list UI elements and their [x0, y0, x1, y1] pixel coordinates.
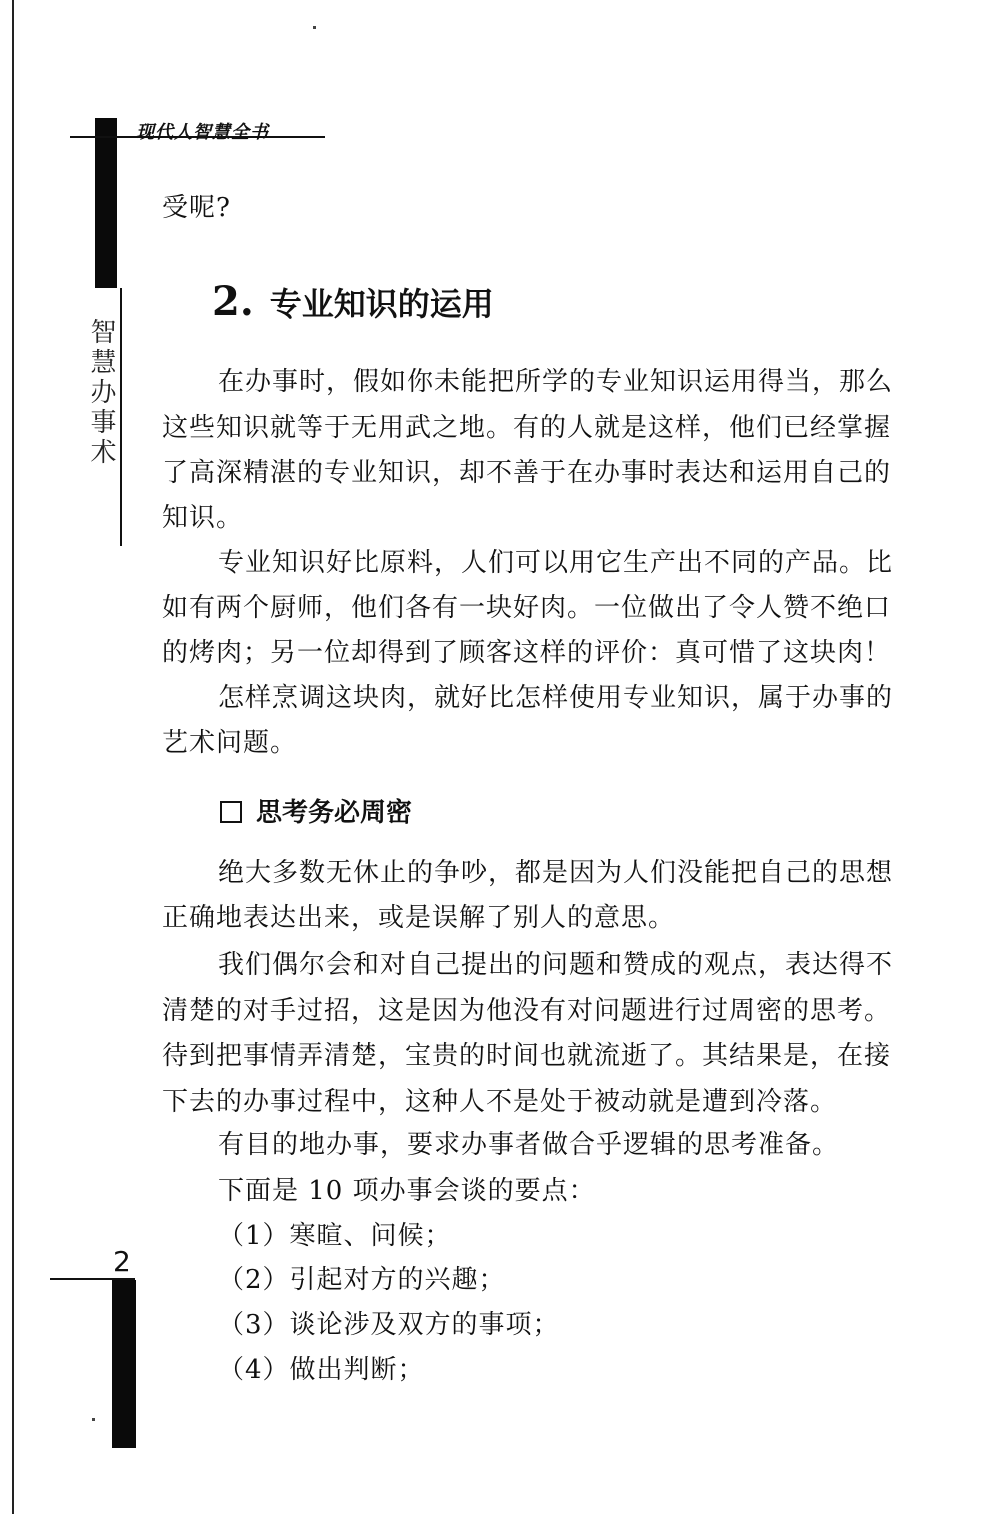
paragraph-line: 艺术问题。	[162, 728, 298, 758]
paragraph-line: 的烤肉；另一位却得到了顾客这样的评价：真可惜了这块肉！	[162, 638, 892, 668]
header-black-bar	[95, 118, 117, 288]
list-item: （1）寒暄、问候；	[218, 1221, 452, 1251]
list-item: （2）引起对方的兴趣；	[218, 1265, 506, 1295]
subheading	[220, 792, 412, 829]
paragraph-line: 清楚的对手过招，这是因为他没有对问题进行过周密的思考。	[162, 996, 892, 1026]
paragraph-line: 正确地表达出来，或是误解了别人的意思。	[162, 903, 676, 933]
paragraph-line: 在办事时，假如你未能把所学的专业知识运用得当，那么	[218, 367, 894, 397]
scan-speck	[92, 1418, 95, 1421]
section-title: 专业知识的运用	[269, 285, 494, 323]
list-item: （3）谈论涉及双方的事项；	[218, 1310, 560, 1340]
footer-black-bar	[112, 1280, 136, 1448]
list-item: （4）做出判断；	[218, 1355, 425, 1385]
side-rule	[120, 288, 122, 546]
series-title: 现代人智慧全书	[136, 122, 269, 143]
paragraph-line: 下面是 10 项办事会谈的要点：	[218, 1176, 596, 1206]
paragraph-line: 下去的办事过程中，这种人不是处于被动就是遭到冷落。	[162, 1087, 838, 1117]
book-title-vertical: 智慧办事术	[86, 318, 116, 468]
subheading-text: 思考务必周密	[256, 798, 413, 828]
paragraph-line: 知识。	[162, 503, 244, 533]
paragraph-line: 有目的地办事，要求办事者做合乎逻辑的思考准备。	[218, 1130, 840, 1160]
page-number: 2	[113, 1245, 131, 1278]
paragraph-line: 如有两个厨师，他们各有一块好肉。一位做出了令人赞不绝口	[162, 593, 892, 623]
paragraph-line: 专业知识好比原料，人们可以用它生产出不同的产品。比	[218, 548, 894, 578]
paragraph-line: 了高深精湛的专业知识，却不善于在办事时表达和运用自己的	[162, 458, 892, 488]
scan-speck	[313, 26, 316, 29]
paragraph-line: 怎样烹调这块肉，就好比怎样使用专业知识，属于办事的	[218, 683, 894, 713]
paragraph-line: 我们偶尔会和对自己提出的问题和赞成的观点，表达得不	[218, 950, 894, 980]
page-edge-line	[12, 0, 14, 1514]
checkbox-square-icon	[220, 801, 242, 823]
section-heading	[212, 278, 494, 325]
section-number: 2.	[212, 278, 254, 325]
paragraph-line: 待到把事情弄清楚，宝贵的时间也就流逝了。其结果是，在接	[162, 1041, 892, 1071]
carry-over-line: 受呢?	[162, 193, 231, 223]
paragraph-line: 这些知识就等于无用武之地。有的人就是这样，他们已经掌握	[162, 413, 892, 443]
paragraph-line: 绝大多数无休止的争吵，都是因为人们没能把自己的思想	[218, 858, 894, 888]
